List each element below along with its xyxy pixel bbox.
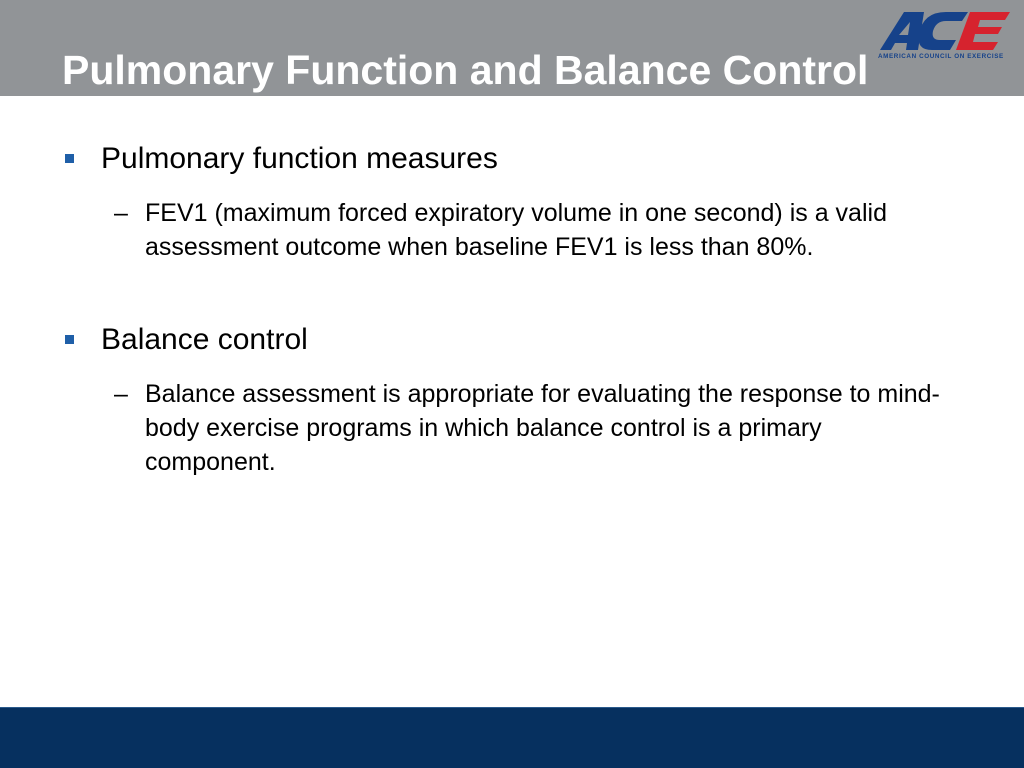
bullet-square-icon [65, 335, 74, 344]
sub-bullet-dash: – [114, 199, 128, 227]
bullet-text: Pulmonary function measures [101, 142, 498, 175]
sub-bullet-text: Balance assessment is appropriate for evaluating the response to mind-body exercise programs in which balance control is a primary component. [145, 380, 940, 476]
logo-letter-a [880, 12, 924, 50]
logo-tagline: AMERICAN COUNCIL ON EXERCISE [878, 53, 1004, 60]
bullet-square-icon [65, 154, 74, 163]
sub-bullet-dash: – [114, 380, 128, 408]
footer-bar [0, 707, 1024, 768]
ace-logo [872, 6, 1016, 60]
slide-title: Pulmonary Function and Balance Control [62, 47, 869, 93]
sub-bullet-text: FEV1 (maximum forced expiratory volume in one second) is a valid assessment outcome when baseline FEV1 is less than 80%. [145, 199, 887, 261]
bullet-text: Balance control [101, 323, 308, 356]
